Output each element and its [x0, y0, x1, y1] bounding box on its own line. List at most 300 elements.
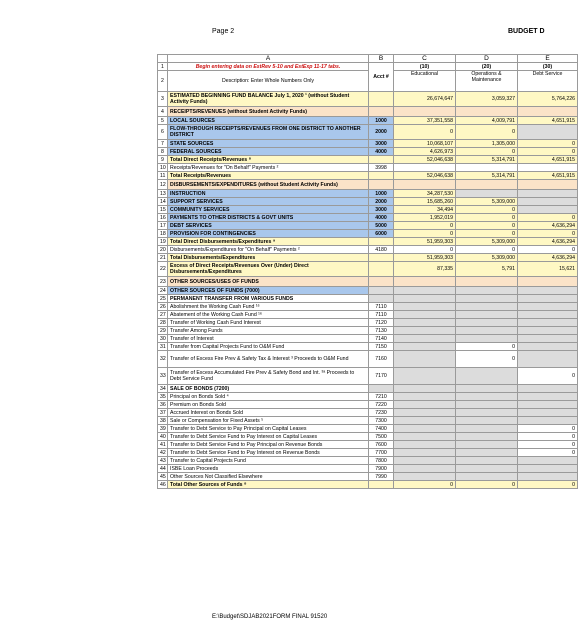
acct-cell[interactable] — [369, 295, 394, 303]
value-cell-d[interactable]: 0 — [456, 230, 518, 238]
value-cell-c[interactable] — [394, 417, 456, 425]
description-cell[interactable]: Abolishment the Working Cash Fund ¹⁶ — [168, 303, 369, 311]
row-number[interactable]: 30 — [158, 335, 168, 343]
value-cell-c[interactable] — [394, 465, 456, 473]
acct-cell[interactable] — [369, 172, 394, 180]
fund-name-c[interactable]: Educational — [394, 71, 456, 92]
row-number[interactable]: 19 — [158, 238, 168, 246]
value-cell-e[interactable] — [518, 180, 578, 190]
row-number[interactable]: 27 — [158, 311, 168, 319]
description-cell[interactable]: Premium on Bonds Sold — [168, 401, 369, 409]
fund-number-c[interactable]: (10) — [394, 63, 456, 71]
value-cell-e[interactable] — [518, 409, 578, 417]
value-cell-e[interactable]: 5,764,226 — [518, 92, 578, 107]
value-cell-e[interactable] — [518, 465, 578, 473]
value-cell-e[interactable] — [518, 327, 578, 335]
value-cell-c[interactable]: 0 — [394, 481, 456, 489]
value-cell-c[interactable] — [394, 368, 456, 385]
value-cell-c[interactable]: 0 — [394, 222, 456, 230]
value-cell-c[interactable]: 4,626,973 — [394, 148, 456, 156]
value-cell-c[interactable]: 37,351,558 — [394, 117, 456, 125]
row-number[interactable]: 18 — [158, 230, 168, 238]
section-header[interactable]: OTHER SOURCES OF FUNDS (7000) — [168, 287, 369, 295]
value-cell-c[interactable] — [394, 335, 456, 343]
value-cell-c[interactable] — [394, 107, 456, 117]
table-row — [158, 117, 578, 125]
value-cell-e[interactable] — [518, 401, 578, 409]
budget-spreadsheet — [157, 54, 578, 489]
value-cell-e[interactable]: 4,651,915 — [518, 117, 578, 125]
acct-cell[interactable]: 4000 — [369, 214, 394, 222]
acct-cell[interactable]: 7110 — [369, 311, 394, 319]
description-cell[interactable]: Transfer of Excess Accumulated Fire Prev & Safety Bond and Int. ³ᵃ Proceeds to Debt Service Fund — [168, 368, 369, 385]
value-cell-c[interactable] — [394, 409, 456, 417]
value-cell-e[interactable]: 0 — [518, 425, 578, 433]
acct-cell[interactable]: 2000 — [369, 125, 394, 140]
acct-cell[interactable]: 3998 — [369, 164, 394, 172]
row-number[interactable]: 12 — [158, 180, 168, 190]
value-cell-c[interactable] — [394, 311, 456, 319]
value-cell-e[interactable] — [518, 335, 578, 343]
value-cell-c[interactable] — [394, 433, 456, 441]
row-number[interactable]: 35 — [158, 393, 168, 401]
acct-cell[interactable] — [369, 287, 394, 295]
value-cell-e[interactable] — [518, 277, 578, 287]
row-number[interactable]: 15 — [158, 206, 168, 214]
row-number[interactable]: 11 — [158, 172, 168, 180]
description-cell[interactable]: Sale or Compensation for Fixed Assets ⁵ — [168, 417, 369, 425]
section-header[interactable]: SALE OF BONDS (7200) — [168, 385, 369, 393]
acct-cell[interactable]: 1000 — [369, 190, 394, 198]
fund-name-d[interactable]: Operations & Maintenance — [456, 71, 518, 92]
value-cell-e[interactable]: 4,636,294 — [518, 254, 578, 262]
description-cell[interactable]: Disbursements/Expenditures for "On Behalf" Payments ² — [168, 246, 369, 254]
acct-cell[interactable]: 4180 — [369, 246, 394, 254]
row-number[interactable]: 41 — [158, 441, 168, 449]
value-cell-c[interactable]: 15,685,260 — [394, 198, 456, 206]
value-cell-e[interactable] — [518, 417, 578, 425]
description-cell[interactable]: FEDERAL SOURCES — [168, 148, 369, 156]
description-cell[interactable]: Abatement of the Working Cash Fund ¹⁶ — [168, 311, 369, 319]
value-cell-e[interactable] — [518, 393, 578, 401]
row-number[interactable]: 16 — [158, 214, 168, 222]
value-cell-c[interactable] — [394, 449, 456, 457]
acct-cell[interactable] — [369, 254, 394, 262]
value-cell-e[interactable] — [518, 125, 578, 140]
acct-cell[interactable]: 7130 — [369, 327, 394, 335]
value-cell-e[interactable] — [518, 206, 578, 214]
value-cell-c[interactable]: 52,046,638 — [394, 172, 456, 180]
row-number[interactable]: 34 — [158, 385, 168, 393]
table-row — [158, 473, 578, 481]
value-cell-d[interactable] — [456, 401, 518, 409]
value-cell-e[interactable]: 0 — [518, 140, 578, 148]
value-cell-e[interactable] — [518, 198, 578, 206]
description-cell[interactable]: Accrued Interest on Bonds Sold — [168, 409, 369, 417]
value-cell-c[interactable] — [394, 425, 456, 433]
row-number[interactable]: 21 — [158, 254, 168, 262]
description-cell[interactable]: Transfer to Capital Projects Fund — [168, 457, 369, 465]
value-cell-d[interactable] — [456, 107, 518, 117]
column-header-d[interactable]: D — [456, 55, 518, 63]
description-cell[interactable]: ESTIMATED BEGINNING FUND BALANCE July 1, 2020 ¹ (without Student Activity Funds) — [168, 92, 369, 107]
value-cell-d[interactable] — [456, 393, 518, 401]
acct-header[interactable]: Acct # — [369, 63, 394, 92]
row-number[interactable]: 6 — [158, 125, 168, 140]
value-cell-d[interactable] — [456, 385, 518, 393]
description-cell[interactable]: LOCAL SOURCES — [168, 117, 369, 125]
column-header-a[interactable]: A — [168, 55, 369, 63]
row-number[interactable]: 36 — [158, 401, 168, 409]
value-cell-d[interactable] — [456, 417, 518, 425]
description-header[interactable]: Description: Enter Whole Numbers Only — [168, 71, 369, 92]
row-number[interactable]: 22 — [158, 262, 168, 277]
row-number[interactable]: 37 — [158, 409, 168, 417]
section-header[interactable]: OTHER SOURCES/USES OF FUNDS — [168, 277, 369, 287]
fund-name-e[interactable]: Debt Service — [518, 71, 578, 92]
value-cell-d[interactable]: 5,791 — [456, 262, 518, 277]
value-cell-d[interactable] — [456, 311, 518, 319]
value-cell-e[interactable]: 0 — [518, 246, 578, 254]
column-header-b[interactable]: B — [369, 55, 394, 63]
row-number[interactable]: 23 — [158, 277, 168, 287]
row-number[interactable]: 45 — [158, 473, 168, 481]
value-cell-c[interactable] — [394, 164, 456, 172]
value-cell-e[interactable]: 0 — [518, 214, 578, 222]
value-cell-d[interactable] — [456, 441, 518, 449]
value-cell-e[interactable]: 0 — [518, 433, 578, 441]
value-cell-d[interactable]: 5,309,000 — [456, 198, 518, 206]
value-cell-d[interactable] — [456, 327, 518, 335]
begin-instructions[interactable]: Begin entering data on EstRev 5-10 and EstExp 11-17 tabs. — [168, 63, 369, 71]
acct-cell[interactable]: 7120 — [369, 319, 394, 327]
value-cell-d[interactable]: 5,309,000 — [456, 238, 518, 246]
table-row — [158, 164, 578, 172]
value-cell-e[interactable] — [518, 311, 578, 319]
acct-cell[interactable] — [369, 180, 394, 190]
acct-cell[interactable]: 7160 — [369, 351, 394, 368]
acct-cell[interactable]: 7220 — [369, 401, 394, 409]
value-cell-c[interactable]: 52,046,638 — [394, 156, 456, 164]
value-cell-d[interactable] — [456, 319, 518, 327]
description-cell[interactable]: Total Direct Receipts/Revenues ⁸ — [168, 156, 369, 164]
value-cell-d[interactable] — [456, 303, 518, 311]
row-number[interactable]: 4 — [158, 107, 168, 117]
value-cell-e[interactable] — [518, 107, 578, 117]
table-row — [158, 198, 578, 206]
acct-cell[interactable]: 3000 — [369, 206, 394, 214]
description-cell[interactable]: Receipts/Revenues for "On Behalf" Payments ² — [168, 164, 369, 172]
value-cell-d[interactable] — [456, 180, 518, 190]
value-cell-e[interactable] — [518, 287, 578, 295]
description-cell[interactable]: COMMUNITY SERVICES — [168, 206, 369, 214]
value-cell-d[interactable] — [456, 277, 518, 287]
description-cell[interactable]: PROVISION FOR CONTINGENCIES — [168, 230, 369, 238]
acct-cell[interactable]: 7500 — [369, 433, 394, 441]
value-cell-c[interactable]: 51,959,303 — [394, 254, 456, 262]
value-cell-d[interactable]: 5,314,791 — [456, 172, 518, 180]
section-header[interactable]: RECEIPTS/REVENUES (without Student Activity Funds) — [168, 107, 369, 117]
description-cell[interactable]: Excess of Direct Receipts/Revenues Over (Under) Direct Disbursements/Expenditures — [168, 262, 369, 277]
value-cell-d[interactable] — [456, 335, 518, 343]
description-cell[interactable]: Principal on Bonds Sold ⁴ — [168, 393, 369, 401]
row-number[interactable]: 7 — [158, 140, 168, 148]
acct-cell[interactable]: 7110 — [369, 303, 394, 311]
acct-cell[interactable]: 7800 — [369, 457, 394, 465]
value-cell-e[interactable]: 4,651,915 — [518, 156, 578, 164]
description-cell[interactable]: Total Receipts/Revenues — [168, 172, 369, 180]
acct-cell[interactable]: 6000 — [369, 230, 394, 238]
value-cell-c[interactable] — [394, 385, 456, 393]
description-cell[interactable]: Transfer to Debt Service Fund to Pay Interest on Capital Leases — [168, 433, 369, 441]
row-number[interactable]: 28 — [158, 319, 168, 327]
value-cell-d[interactable] — [456, 433, 518, 441]
acct-cell[interactable] — [369, 156, 394, 164]
column-header-c[interactable]: C — [394, 55, 456, 63]
value-cell-d[interactable]: 0 — [456, 148, 518, 156]
table-row — [158, 107, 578, 117]
section-header[interactable]: DISBURSEMENTS/EXPENDITURES (without Student Activity Funds) — [168, 180, 369, 190]
row-number[interactable]: 8 — [158, 148, 168, 156]
description-cell[interactable]: Transfer to Debt Service Fund to Pay Interest on Revenue Bonds — [168, 449, 369, 457]
value-cell-c[interactable] — [394, 401, 456, 409]
value-cell-d[interactable] — [456, 473, 518, 481]
description-cell[interactable]: Transfer of Excess Fire Prev & Safety Tax & Interest ³ Proceeds to O&M Fund — [168, 351, 369, 368]
description-cell[interactable]: DEBT SERVICES — [168, 222, 369, 230]
column-header-e[interactable]: E — [518, 55, 578, 63]
acct-cell[interactable] — [369, 238, 394, 246]
value-cell-e[interactable] — [518, 319, 578, 327]
acct-cell[interactable]: 7140 — [369, 335, 394, 343]
description-cell[interactable]: Other Sources Not Classified Elsewhere — [168, 473, 369, 481]
acct-cell[interactable]: 7170 — [369, 368, 394, 385]
row-number[interactable]: 33 — [158, 368, 168, 385]
value-cell-d[interactable]: 0 — [456, 351, 518, 368]
value-cell-c[interactable] — [394, 327, 456, 335]
value-cell-d[interactable] — [456, 457, 518, 465]
row-number[interactable]: 29 — [158, 327, 168, 335]
row-number[interactable]: 43 — [158, 457, 168, 465]
acct-cell[interactable]: 7900 — [369, 465, 394, 473]
column-header-row — [158, 55, 578, 63]
table-row — [158, 343, 578, 351]
value-cell-e[interactable]: 15,621 — [518, 262, 578, 277]
value-cell-d[interactable] — [456, 164, 518, 172]
table-row — [158, 190, 578, 198]
value-cell-c[interactable] — [394, 295, 456, 303]
description-cell[interactable]: PAYMENTS TO OTHER DISTRICTS & GOVT UNITS — [168, 214, 369, 222]
value-cell-d[interactable] — [456, 287, 518, 295]
row-number[interactable]: 44 — [158, 465, 168, 473]
value-cell-c[interactable]: 34,494 — [394, 206, 456, 214]
value-cell-e[interactable]: 4,651,915 — [518, 172, 578, 180]
value-cell-c[interactable]: 87,335 — [394, 262, 456, 277]
row-number[interactable]: 46 — [158, 481, 168, 489]
value-cell-e[interactable]: 4,636,294 — [518, 238, 578, 246]
acct-cell[interactable]: 5000 — [369, 222, 394, 230]
value-cell-d[interactable]: 4,009,791 — [456, 117, 518, 125]
value-cell-d[interactable]: 0 — [456, 206, 518, 214]
acct-cell[interactable]: 7300 — [369, 417, 394, 425]
description-cell[interactable]: FLOW-THROUGH RECEIPTS/REVENUES FROM ONE DISTRICT TO ANOTHER DISTRICT — [168, 125, 369, 140]
value-cell-c[interactable] — [394, 457, 456, 465]
row-number[interactable]: 17 — [158, 222, 168, 230]
value-cell-c[interactable] — [394, 303, 456, 311]
acct-cell[interactable]: 4000 — [369, 148, 394, 156]
acct-cell[interactable]: 7700 — [369, 449, 394, 457]
value-cell-e[interactable] — [518, 385, 578, 393]
acct-cell[interactable] — [369, 277, 394, 287]
value-cell-d[interactable]: 5,314,791 — [456, 156, 518, 164]
acct-cell[interactable] — [369, 262, 394, 277]
table-row — [158, 262, 578, 277]
row-number[interactable]: 2 — [158, 71, 168, 92]
value-cell-d[interactable] — [456, 295, 518, 303]
section-header[interactable]: PERMANENT TRANSFER FROM VARIOUS FUNDS — [168, 295, 369, 303]
acct-cell[interactable] — [369, 107, 394, 117]
value-cell-d[interactable] — [456, 425, 518, 433]
value-cell-c[interactable] — [394, 277, 456, 287]
value-cell-e[interactable] — [518, 295, 578, 303]
acct-cell[interactable] — [369, 481, 394, 489]
table-row — [158, 351, 578, 368]
description-cell[interactable]: Total Other Sources of Funds ⁸ — [168, 481, 369, 489]
acct-cell[interactable]: 7150 — [369, 343, 394, 351]
value-cell-d[interactable]: 0 — [456, 125, 518, 140]
value-cell-c[interactable]: 10,068,107 — [394, 140, 456, 148]
row-number[interactable]: 1 — [158, 63, 168, 71]
table-row — [158, 92, 578, 107]
value-cell-e[interactable] — [518, 303, 578, 311]
acct-cell[interactable]: 2000 — [369, 198, 394, 206]
row-number[interactable]: 9 — [158, 156, 168, 164]
value-cell-c[interactable]: 34,287,530 — [394, 190, 456, 198]
value-cell-d[interactable]: 0 — [456, 246, 518, 254]
value-cell-e[interactable]: 4,636,294 — [518, 222, 578, 230]
description-cell[interactable]: ISBE Loan Proceeds — [168, 465, 369, 473]
value-cell-d[interactable]: 5,309,000 — [456, 254, 518, 262]
value-cell-e[interactable] — [518, 164, 578, 172]
fund-number-d[interactable]: (20) — [456, 63, 518, 71]
value-cell-c[interactable] — [394, 351, 456, 368]
value-cell-e[interactable]: 0 — [518, 441, 578, 449]
row-number[interactable]: 26 — [158, 303, 168, 311]
value-cell-c[interactable]: 26,674,647 — [394, 92, 456, 107]
row-number[interactable]: 38 — [158, 417, 168, 425]
description-cell[interactable]: Transfer Among Funds — [168, 327, 369, 335]
acct-cell[interactable] — [369, 92, 394, 107]
acct-cell[interactable]: 7600 — [369, 441, 394, 449]
description-cell[interactable]: Transfer of Interest — [168, 335, 369, 343]
table-row — [158, 393, 578, 401]
acct-cell[interactable]: 7400 — [369, 425, 394, 433]
value-cell-c[interactable]: 1,952,019 — [394, 214, 456, 222]
acct-cell[interactable]: 3000 — [369, 140, 394, 148]
value-cell-e[interactable]: 0 — [518, 148, 578, 156]
table-row — [158, 254, 578, 262]
value-cell-c[interactable] — [394, 319, 456, 327]
value-cell-c[interactable]: 51,959,303 — [394, 238, 456, 246]
value-cell-e[interactable] — [518, 351, 578, 368]
description-cell[interactable]: Transfer to Debt Service Fund to Pay Principal on Revenue Bonds — [168, 441, 369, 449]
description-cell[interactable]: INSTRUCTION — [168, 190, 369, 198]
value-cell-d[interactable]: 0 — [456, 214, 518, 222]
value-cell-c[interactable]: 0 — [394, 246, 456, 254]
table-row — [158, 156, 578, 164]
value-cell-e[interactable]: 0 — [518, 449, 578, 457]
table-row — [158, 409, 578, 417]
table-row — [158, 401, 578, 409]
acct-cell[interactable]: 1000 — [369, 117, 394, 125]
value-cell-e[interactable] — [518, 343, 578, 351]
row-number[interactable]: 3 — [158, 92, 168, 107]
value-cell-d[interactable]: 3,059,327 — [456, 92, 518, 107]
value-cell-e[interactable] — [518, 190, 578, 198]
value-cell-d[interactable] — [456, 368, 518, 385]
row-number[interactable]: 20 — [158, 246, 168, 254]
description-cell[interactable]: Total Disbursements/Expenditures — [168, 254, 369, 262]
value-cell-d[interactable]: 0 — [456, 343, 518, 351]
value-cell-d[interactable] — [456, 409, 518, 417]
table-row — [158, 295, 578, 303]
row-number[interactable]: 5 — [158, 117, 168, 125]
acct-cell[interactable]: 7210 — [369, 393, 394, 401]
value-cell-d[interactable] — [456, 190, 518, 198]
value-cell-c[interactable] — [394, 287, 456, 295]
row-number[interactable]: 39 — [158, 425, 168, 433]
row-number[interactable]: 10 — [158, 164, 168, 172]
description-cell[interactable]: STATE SOURCES — [168, 140, 369, 148]
row-number[interactable]: 32 — [158, 351, 168, 368]
row-number[interactable]: 40 — [158, 433, 168, 441]
value-cell-c[interactable]: 0 — [394, 125, 456, 140]
value-cell-e[interactable]: 0 — [518, 368, 578, 385]
row-number[interactable]: 24 — [158, 287, 168, 295]
description-cell[interactable]: Transfer of Working Cash Fund Interest — [168, 319, 369, 327]
row-number[interactable]: 25 — [158, 295, 168, 303]
value-cell-c[interactable] — [394, 441, 456, 449]
value-cell-d[interactable]: 1,305,000 — [456, 140, 518, 148]
acct-cell[interactable] — [369, 385, 394, 393]
value-cell-c[interactable] — [394, 473, 456, 481]
acct-cell[interactable]: 7230 — [369, 409, 394, 417]
value-cell-e[interactable]: 0 — [518, 481, 578, 489]
row-number[interactable]: 42 — [158, 449, 168, 457]
fund-number-e[interactable]: (30) — [518, 63, 578, 71]
value-cell-d[interactable]: 0 — [456, 222, 518, 230]
value-cell-d[interactable] — [456, 465, 518, 473]
description-cell[interactable]: Transfer to Debt Service to Pay Principal on Capital Leases — [168, 425, 369, 433]
description-cell[interactable]: SUPPORT SERVICES — [168, 198, 369, 206]
row-number[interactable]: 13 — [158, 190, 168, 198]
value-cell-d[interactable] — [456, 449, 518, 457]
description-cell[interactable]: Total Direct Disbursements/Expenditures ⁹ — [168, 238, 369, 246]
description-cell[interactable]: Transfer from Capital Projects Fund to O&M Fund — [168, 343, 369, 351]
value-cell-e[interactable] — [518, 473, 578, 481]
value-cell-e[interactable] — [518, 457, 578, 465]
acct-cell[interactable]: 7990 — [369, 473, 394, 481]
value-cell-c[interactable]: 0 — [394, 230, 456, 238]
value-cell-c[interactable] — [394, 343, 456, 351]
value-cell-c[interactable] — [394, 180, 456, 190]
corner-cell[interactable] — [158, 55, 168, 63]
value-cell-c[interactable] — [394, 393, 456, 401]
table-row — [158, 433, 578, 441]
row-number[interactable]: 31 — [158, 343, 168, 351]
row-number[interactable]: 14 — [158, 198, 168, 206]
value-cell-d[interactable]: 0 — [456, 481, 518, 489]
value-cell-e[interactable]: 0 — [518, 230, 578, 238]
